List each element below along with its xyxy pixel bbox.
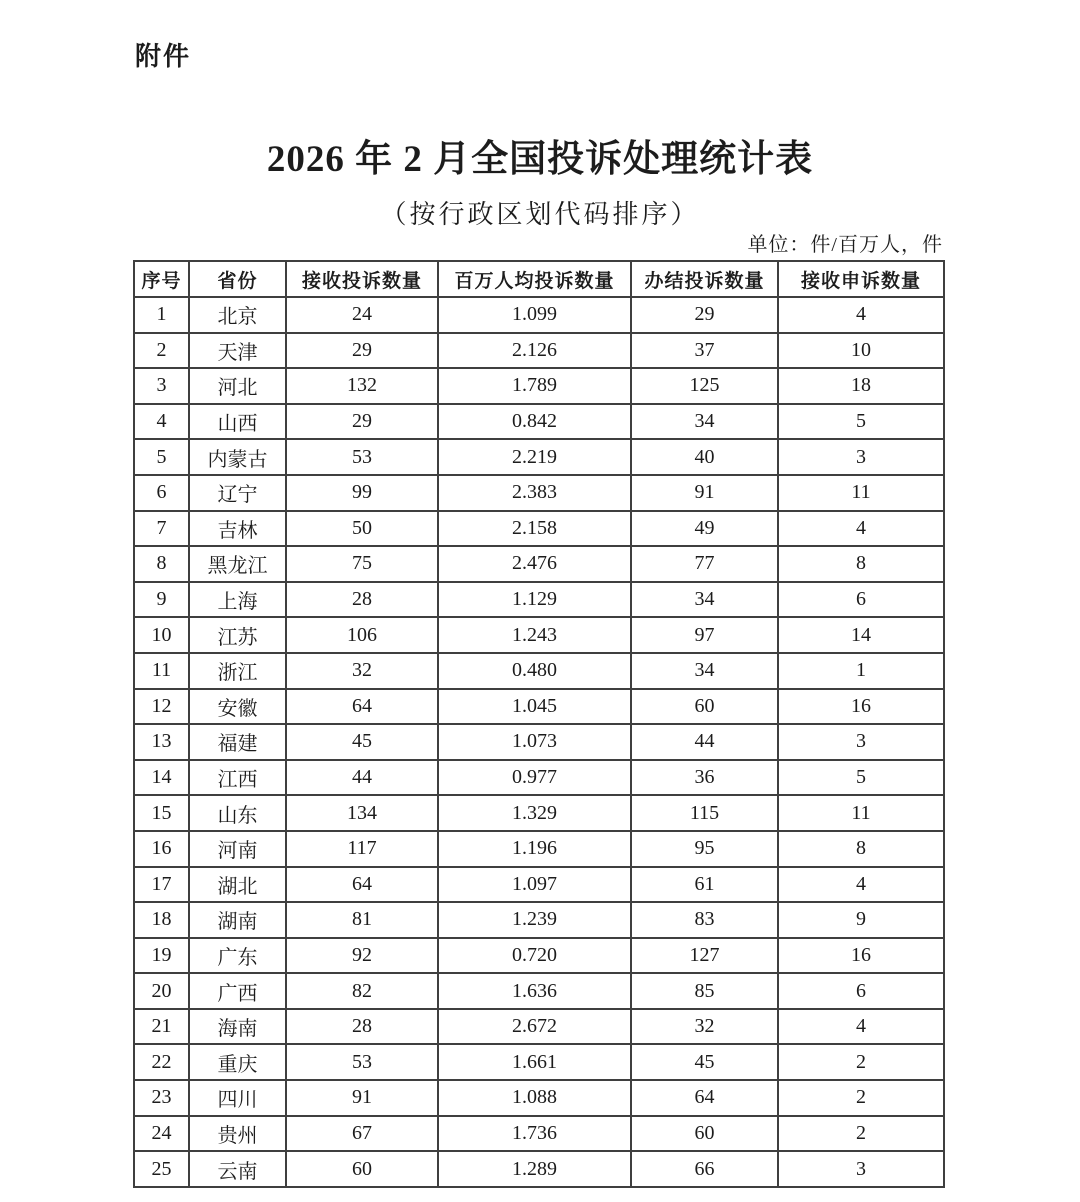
table-cell: 53 <box>286 439 438 475</box>
table-row <box>134 938 944 974</box>
table-cell: 44 <box>631 724 778 760</box>
table-cell: 64 <box>286 867 438 903</box>
table-header-row <box>134 261 944 297</box>
table-cell: 2.158 <box>438 511 631 547</box>
table-cell: 24 <box>286 297 438 333</box>
table-cell: 3 <box>778 439 944 475</box>
table-cell: 黑龙江 <box>189 546 286 582</box>
table-cell: 8 <box>778 831 944 867</box>
table-cell: 1.239 <box>438 902 631 938</box>
table-cell: 12 <box>134 689 189 725</box>
table-cell: 20 <box>134 973 189 1009</box>
table-cell: 49 <box>631 511 778 547</box>
table-cell: 四川 <box>189 1080 286 1116</box>
table-row <box>134 617 944 653</box>
attachment-label: 附件 <box>135 41 192 71</box>
table-cell: 江西 <box>189 760 286 796</box>
table-cell: 4 <box>778 511 944 547</box>
header-cell: 接收申诉数量 <box>778 261 944 297</box>
table-cell: 湖北 <box>189 867 286 903</box>
table-cell: 18 <box>134 902 189 938</box>
table-cell: 67 <box>286 1116 438 1152</box>
table-cell: 45 <box>286 724 438 760</box>
table-cell: 1.045 <box>438 689 631 725</box>
table-cell: 50 <box>286 511 438 547</box>
table-cell: 1.129 <box>438 582 631 618</box>
table-cell: 1.661 <box>438 1044 631 1080</box>
table-row <box>134 867 944 903</box>
table-cell: 海南 <box>189 1009 286 1045</box>
table-cell: 24 <box>134 1116 189 1152</box>
table-cell: 85 <box>631 973 778 1009</box>
table-cell: 9 <box>134 582 189 618</box>
table-cell: 北京 <box>189 297 286 333</box>
table-cell: 10 <box>778 333 944 369</box>
table-cell: 河南 <box>189 831 286 867</box>
table-cell: 1.289 <box>438 1151 631 1187</box>
table-cell: 19 <box>134 938 189 974</box>
table-cell: 29 <box>286 404 438 440</box>
table-cell: 1.196 <box>438 831 631 867</box>
table-cell: 1.636 <box>438 973 631 1009</box>
table-cell: 83 <box>631 902 778 938</box>
table-cell: 5 <box>778 404 944 440</box>
table-cell: 37 <box>631 333 778 369</box>
table-cell: 广东 <box>189 938 286 974</box>
table-cell: 14 <box>134 760 189 796</box>
table-cell: 132 <box>286 368 438 404</box>
table-cell: 贵州 <box>189 1116 286 1152</box>
table-cell: 1.088 <box>438 1080 631 1116</box>
table-cell: 66 <box>631 1151 778 1187</box>
table-cell: 1.073 <box>438 724 631 760</box>
table-cell: 44 <box>286 760 438 796</box>
table-cell: 21 <box>134 1009 189 1045</box>
table-cell: 40 <box>631 439 778 475</box>
table-cell: 1.329 <box>438 795 631 831</box>
table-header <box>134 261 944 297</box>
header-cell: 百万人均投诉数量 <box>438 261 631 297</box>
table-cell: 28 <box>286 582 438 618</box>
table-cell: 13 <box>134 724 189 760</box>
table-row <box>134 582 944 618</box>
table-cell: 4 <box>778 297 944 333</box>
table-cell: 1.243 <box>438 617 631 653</box>
table-cell: 江苏 <box>189 617 286 653</box>
table-cell: 0.480 <box>438 653 631 689</box>
table-cell: 125 <box>631 368 778 404</box>
table-cell: 2.476 <box>438 546 631 582</box>
table-cell: 36 <box>631 760 778 796</box>
table-cell: 2 <box>134 333 189 369</box>
table-cell: 0.720 <box>438 938 631 974</box>
table-cell: 0.977 <box>438 760 631 796</box>
table-cell: 117 <box>286 831 438 867</box>
table-cell: 6 <box>134 475 189 511</box>
table-cell: 99 <box>286 475 438 511</box>
table-cell: 97 <box>631 617 778 653</box>
table-cell: 2 <box>778 1044 944 1080</box>
table-cell: 山东 <box>189 795 286 831</box>
table-cell: 1.736 <box>438 1116 631 1152</box>
table-cell: 辽宁 <box>189 475 286 511</box>
table-row <box>134 333 944 369</box>
table-cell: 18 <box>778 368 944 404</box>
table-cell: 5 <box>134 439 189 475</box>
table-cell: 1 <box>134 297 189 333</box>
table-cell: 11 <box>134 653 189 689</box>
table-cell: 28 <box>286 1009 438 1045</box>
table-cell: 22 <box>134 1044 189 1080</box>
table-row <box>134 760 944 796</box>
table-cell: 2 <box>778 1080 944 1116</box>
table-cell: 14 <box>778 617 944 653</box>
table-row <box>134 1116 944 1152</box>
table-row <box>134 1044 944 1080</box>
table-cell: 0.842 <box>438 404 631 440</box>
table-row <box>134 439 944 475</box>
table-cell: 2.126 <box>438 333 631 369</box>
table-cell: 广西 <box>189 973 286 1009</box>
table-cell: 29 <box>286 333 438 369</box>
table-cell: 25 <box>134 1151 189 1187</box>
table-cell: 91 <box>631 475 778 511</box>
table-cell: 1.789 <box>438 368 631 404</box>
header-cell: 接收投诉数量 <box>286 261 438 297</box>
table-row <box>134 795 944 831</box>
table-cell: 45 <box>631 1044 778 1080</box>
table-cell: 32 <box>631 1009 778 1045</box>
table-cell: 4 <box>778 867 944 903</box>
table-cell: 92 <box>286 938 438 974</box>
header-cell: 办结投诉数量 <box>631 261 778 297</box>
table-cell: 8 <box>134 546 189 582</box>
table-cell: 河北 <box>189 368 286 404</box>
header-cell: 序号 <box>134 261 189 297</box>
table-cell: 91 <box>286 1080 438 1116</box>
table-row <box>134 724 944 760</box>
table-row <box>134 404 944 440</box>
table-cell: 127 <box>631 938 778 974</box>
table-cell: 134 <box>286 795 438 831</box>
table-cell: 64 <box>286 689 438 725</box>
table-cell: 75 <box>286 546 438 582</box>
table-row <box>134 368 944 404</box>
table-cell: 34 <box>631 582 778 618</box>
table-row <box>134 689 944 725</box>
table-cell: 浙江 <box>189 653 286 689</box>
table-cell: 5 <box>778 760 944 796</box>
table-cell: 内蒙古 <box>189 439 286 475</box>
table-cell: 11 <box>778 795 944 831</box>
table-cell: 15 <box>134 795 189 831</box>
table-cell: 16 <box>778 938 944 974</box>
table-cell: 2.383 <box>438 475 631 511</box>
statistics-table <box>133 260 945 1188</box>
table-row <box>134 297 944 333</box>
table-cell: 61 <box>631 867 778 903</box>
table-cell: 17 <box>134 867 189 903</box>
table-cell: 福建 <box>189 724 286 760</box>
table-cell: 23 <box>134 1080 189 1116</box>
table-row <box>134 1080 944 1116</box>
table-row <box>134 1151 944 1187</box>
table-cell: 95 <box>631 831 778 867</box>
table-row <box>134 511 944 547</box>
table-cell: 34 <box>631 653 778 689</box>
table-cell: 16 <box>134 831 189 867</box>
table-cell: 16 <box>778 689 944 725</box>
table-cell: 64 <box>631 1080 778 1116</box>
table-row <box>134 902 944 938</box>
table-row <box>134 475 944 511</box>
table-cell: 10 <box>134 617 189 653</box>
header-cell: 省份 <box>189 261 286 297</box>
table-cell: 7 <box>134 511 189 547</box>
table-cell: 安徽 <box>189 689 286 725</box>
table-cell: 1.099 <box>438 297 631 333</box>
table-cell: 77 <box>631 546 778 582</box>
table-cell: 重庆 <box>189 1044 286 1080</box>
table-cell: 53 <box>286 1044 438 1080</box>
unit-note: 单位：件/百万人，件 <box>747 234 943 256</box>
table-cell: 11 <box>778 475 944 511</box>
table-cell: 4 <box>134 404 189 440</box>
table-row <box>134 653 944 689</box>
table-cell: 60 <box>286 1151 438 1187</box>
table-cell: 60 <box>631 1116 778 1152</box>
table-cell: 上海 <box>189 582 286 618</box>
table-cell: 山西 <box>189 404 286 440</box>
table-cell: 82 <box>286 973 438 1009</box>
table-cell: 29 <box>631 297 778 333</box>
table-cell: 6 <box>778 973 944 1009</box>
table-body <box>134 297 944 1187</box>
page-subtitle: （按行政区划代码排序） <box>380 200 700 229</box>
table-row <box>134 831 944 867</box>
page-title: 2026 年 2 月全国投诉处理统计表 <box>266 139 814 180</box>
table-row <box>134 973 944 1009</box>
table-cell: 1 <box>778 653 944 689</box>
table-cell: 湖南 <box>189 902 286 938</box>
table-cell: 8 <box>778 546 944 582</box>
table-cell: 4 <box>778 1009 944 1045</box>
table-cell: 115 <box>631 795 778 831</box>
table-cell: 吉林 <box>189 511 286 547</box>
table-cell: 3 <box>778 1151 944 1187</box>
table-cell: 9 <box>778 902 944 938</box>
table-row <box>134 1009 944 1045</box>
table-cell: 2.219 <box>438 439 631 475</box>
table-cell: 天津 <box>189 333 286 369</box>
table-cell: 3 <box>134 368 189 404</box>
table-cell: 3 <box>778 724 944 760</box>
table-row <box>134 546 944 582</box>
table-cell: 32 <box>286 653 438 689</box>
table-cell: 34 <box>631 404 778 440</box>
table-cell: 60 <box>631 689 778 725</box>
table-cell: 2 <box>778 1116 944 1152</box>
table-cell: 2.672 <box>438 1009 631 1045</box>
table-cell: 云南 <box>189 1151 286 1187</box>
table-cell: 1.097 <box>438 867 631 903</box>
table-cell: 81 <box>286 902 438 938</box>
table-cell: 106 <box>286 617 438 653</box>
table-cell: 6 <box>778 582 944 618</box>
